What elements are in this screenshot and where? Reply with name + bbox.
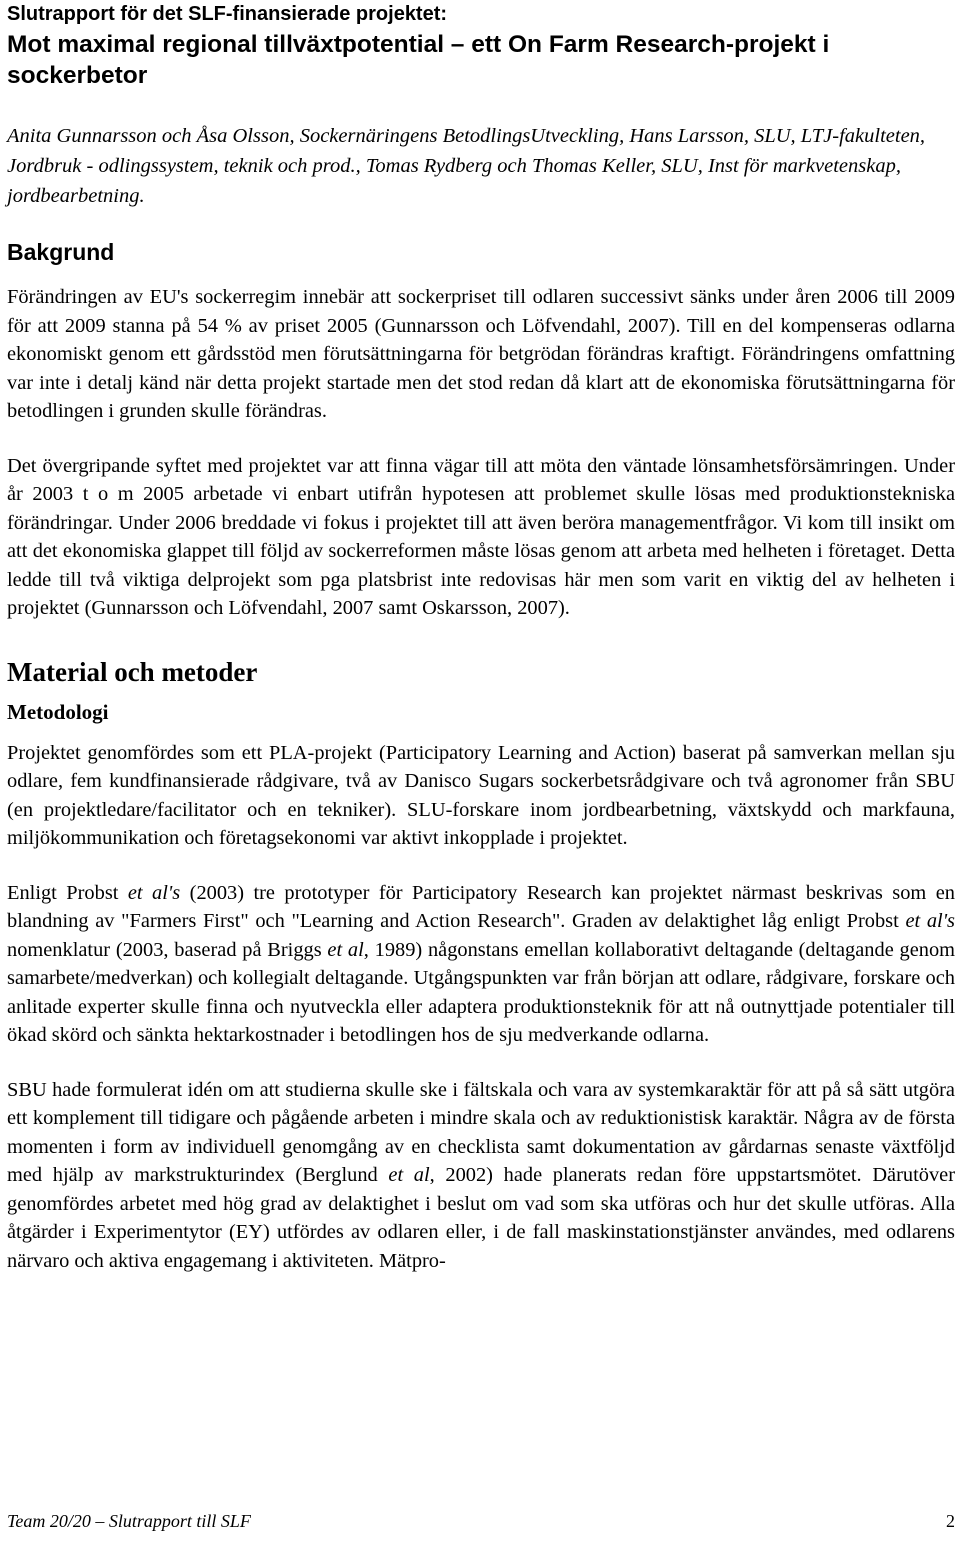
subsection-heading-metodologi: Metodologi [7,699,109,724]
text-run: (2003) tre prototyper för Participatory Research kan projektet närmast beskrivas som en blandning av "Farmers First" och "Learning and Action Research". Graden av delaktighet låg enligt Probst [7,881,955,932]
section-heading-bakgrund: Bakgrund [7,239,115,265]
document-page [7,0,955,1275]
citation-et-al: et al [388,1164,430,1186]
text-run: , 2002) hade planerats redan före uppstartsmötet. Därutöver genomfördes arbetet med hög grad av delaktighet i beslut om vad som ska utföras och hur det skulle utföras. Alla åtgärder i Experimentytor (EY) utfördes av odlaren eller, i de fall maskinstationstjänster användes, med odlarens närvaro och aktiva engagemang i aktiviteten. Mätpro- [7,1164,955,1272]
report-title: Mot maximal regional tillväxtpotential – ett On Farm Research-projekt i sockerbetor [7,31,830,89]
section-heading-material: Material och metoder [7,656,258,687]
citation-et-al: et al's [905,910,955,932]
citation-et-al: et al's [127,881,181,904]
paragraph-bakgrund-1: Förändringen av EU's sockerregim innebär att sockerpriset till odlaren successivt sänks under åren 2006 till 2009 för att 2009 stanna på 54 % av priset 2005 (Gunnarsson och Löfvendahl, 2007). Till en del kompenseras odlarna ekonomiskt genom ett gårdsstöd men förutsättningarna för betgrödan förändras kraftigt. Förändringens omfattning var inte i detalj känd när detta projekt startade men det stod redan då klart att de ekonomiska förutsättningarna för betodlingen i grunden skulle förändras. [7,286,955,422]
footer-title: Team 20/20 – Slutrapport till SLF [7,1511,251,1531]
text-run: , 1989) någonstans emellan kollaborativt deltagande (deltagande genom samarbete/medverkan) och kollegialt deltagande. Utgångspunkten var från början att odlare, rådgivare, forskare och anlitade experter skulle finna och nyutveckla eller adaptera produktionsteknik för att nå outnyttjade potentialer till ökad skörd och sänkta hektarkostnader i betodlingen hos de sju medverkande odlarna. [7,938,955,1046]
page-number: 2 [946,1511,955,1531]
authors: Anita Gunnarsson och Åsa Olsson, Sockernäringens BetodlingsUtveckling, Hans Larsson, SLU, LTJ-fakulteten, Jordbruk - odlingssystem, teknik och prod., Tomas Rydberg och Thomas Keller, SLU, Inst för markvetenskap, jordbearbetning. [7,125,926,207]
paragraph-metodologi-3 [7,1076,955,1276]
paragraph-metodologi-2 [7,879,955,1050]
citation-et-al: et al [327,938,364,961]
report-pre-title: Slutrapport för det SLF-finansierade projektet: [7,3,448,25]
text-run: nomenklatur (2003, baserad på Briggs [7,938,328,961]
paragraph-metodologi-1: Projektet genomfördes som ett PLA-projekt (Participatory Learning and Action) baserat på samverkan mellan sju odlare, fem kundfinansierade rådgivare, två av Danisco Sugars sockerbetsrådgivare och två agronomer från SBU (en projektledare/facilitator och en tekniker). SLU-forskare inom jordbearbetning, växtskydd och markfauna, miljökommunikation och företagsekonomi var aktivt inkopplade i projektet. [7,741,955,849]
text-run: Enligt Probst [7,881,128,904]
paragraph-bakgrund-2: Det övergripande syftet med projektet var att finna vägar till att möta den väntade lönsamhetsförsämringen. Under år 2003 t o m 2005 arbetade vi enbart utifrån hypotesen att problemet skulle lösas med produktionstekniska förändringar. Under 2006 breddade vi fokus i projektet till att även beröra managementfrågor. Vi kom till insikt om att det ekonomiska glappet till följd av sockerreformen måste lösas genom att arbeta med helheten i företaget. Detta ledde till två viktiga delprojekt som pga platsbrist inte redovisas här men som varit en viktig del av helheten i projektet (Gunnarsson och Löfvendahl, 2007 samt Oskarsson, 2007). [7,454,955,619]
text-run: SBU hade formulerat idén om att studierna skulle ske i fältskala och vara av systemkaraktär för att på så sätt utgöra ett komplement till tidigare och pågående arbeten i mindre skala och av reduktionistisk karaktär. Några av de första momenten i form av individuell genomgång av en checklista samt dokumentation av gårdarnas senaste växtföljd med hjälp av markstrukturindex (Berglund [7,1078,955,1186]
page-footer [7,1509,955,1533]
